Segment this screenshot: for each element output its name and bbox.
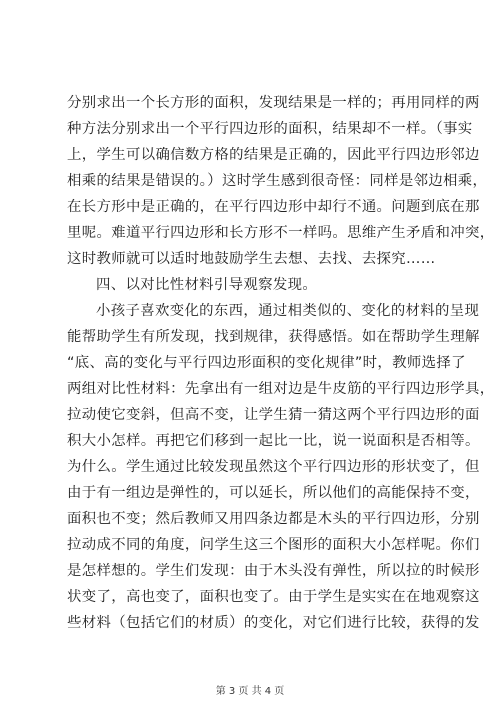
text-line: 由于有一组边是弹性的，可以延长，所以他们的高能保持不变， bbox=[67, 485, 480, 501]
text-line: 积大小怎样。再把它们移到一起比一比，说一说面积是否相等。 bbox=[67, 433, 480, 449]
text-line: 相乘的结果是错误的。）这时学生感到很奇怪：同样是邻边相乘， bbox=[67, 173, 488, 189]
text-line: “底、高的变化与平行四边形面积的变化规律”时，教师选择了 bbox=[67, 355, 466, 371]
text-line: 状变了，高也变了，面积也变了。由于学生是实实在在地观察这 bbox=[67, 589, 480, 605]
text-line: 能帮助学生有所发现，找到规律，获得感悟。如在帮助学生理解 bbox=[67, 329, 480, 345]
paragraph-first-line: 小孩子喜欢变化的东西，通过相类似的、变化的材料的呈现 bbox=[96, 303, 480, 319]
text-line: 在长方形中是正确的，在平行四边形中却行不通。问题到底在那 bbox=[67, 199, 480, 215]
text-line: 些材料（包括它们的材质）的变化，对它们进行比较，获得的发 bbox=[67, 615, 480, 631]
text-line: 为什么。学生通过比较发现虽然这个平行四边形的形状变了，但 bbox=[67, 459, 480, 475]
body-text bbox=[67, 90, 495, 636]
text-line: 这时教师就可以适时地鼓励学生去想、去找、去探究…… bbox=[67, 251, 436, 267]
text-line: 分别求出一个长方形的面积，发现结果是一样的；再用同样的两 bbox=[67, 95, 480, 111]
text-line: 面积也不变；然后教师又用四条边都是木头的平行四边形，分别 bbox=[67, 511, 480, 527]
text-line: 两组对比性材料：先拿出有一组对边是牛皮筋的平行四边形学具， bbox=[67, 381, 495, 397]
text-line: 上，学生可以确信数方格的结果是正确的，因此平行四边形邻边 bbox=[67, 147, 480, 163]
text-line: 拉动使它变斜，但高不变，让学生猜一猜这两个平行四边形的面 bbox=[67, 407, 480, 423]
text-line: 种方法分别求出一个平行四边形的面积，结果却不一样。（事实 bbox=[67, 121, 473, 137]
page-number-footer: 第 3 页 共 4 页 bbox=[215, 686, 285, 697]
text-line: 里呢。难道平行四边形和长方形不一样吗。思维产生矛盾和冲突， bbox=[67, 225, 495, 241]
section-heading: 四、以对比性材料引导观察发现。 bbox=[96, 277, 318, 293]
text-line: 拉动成不同的角度，问学生这三个图形的面积大小怎样呢。你们 bbox=[67, 537, 480, 553]
text-line: 是怎样想的。学生们发现：由于木头没有弹性，所以拉的时候形 bbox=[67, 563, 480, 579]
